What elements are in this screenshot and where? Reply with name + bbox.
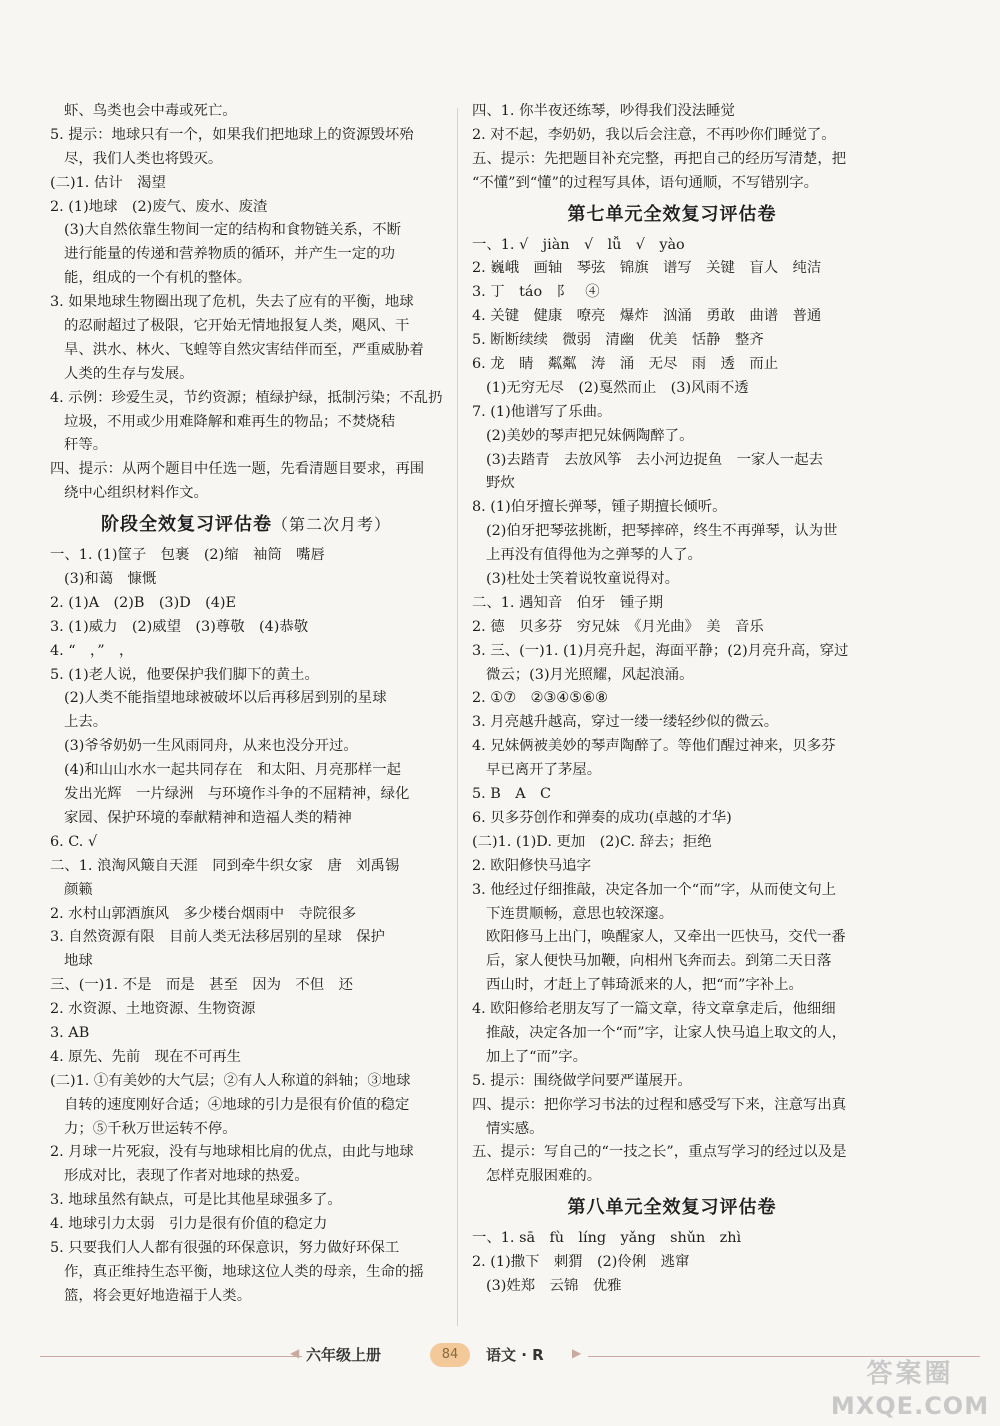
footer-subject: 语文 · R [486,1346,544,1364]
answer-line: 西山时，才赶上了韩琦派来的人，把“而”字补上。 [486,977,803,994]
answer-line: (2)人类不能指望地球被破坏以后再移居到别的星球 [64,690,387,707]
answer-line: 欧阳修马上出门，唤醒家人，又牵出一匹快马，交代一番 [486,929,846,946]
answer-line: (3)爷爷奶奶一生风雨同舟，从来也没分开过。 [64,738,358,755]
watermark-bottom: MXQE.COM [830,1392,990,1420]
answer-line: 野炊 [486,475,515,492]
answer-line: 秆等。 [64,437,108,454]
right-arrow-icon: ▶ [572,1346,582,1360]
answer-line: (2)伯牙把琴弦挑断，把琴摔碎，终生不再弹琴，认为世 [486,523,838,540]
answer-line: 3. 如果地球生物圈出现了危机，失去了应有的平衡，地球 [50,294,414,311]
answer-line: 2. 水村山郭酒旗风 多少楼台烟雨中 寺院很多 [50,905,357,922]
answer-line: 颜籁 [64,881,93,898]
answer-line: 家园、保护环境的奉献精神和造福人类的精神 [64,809,352,826]
answer-line: 进行能量的传递和营养物质的循环，并产生一定的功 [64,246,395,263]
answer-line: 3. AB [50,1024,90,1041]
answer-line: 后，家人便快马加鞭，向相州飞奔而去。到第二天日落 [486,953,832,970]
column-divider [457,108,458,1326]
answer-line: 篮，将会更好地造福于人类。 [64,1287,252,1304]
answer-line: 一、1. sā fù líng yǎng shǔn zhì [472,1230,742,1247]
answer-line: (二)1. 估计 渴望 [50,174,166,191]
left-arrow-icon: ◀ [290,1346,300,1360]
answer-line: 3. 丁 táo 阝 ④ [472,284,600,301]
answer-line: 2. 德 贝多芬 穷兄妹 《月光曲》 美 音乐 [472,618,764,635]
answer-line: (二)1. ①有美妙的大气层；②有人人称道的斜轴；③地球 [50,1072,411,1089]
answer-line: 4. 欧阳修给老朋友写了一篇文章，待文章拿走后，他细细 [472,1001,836,1018]
answer-line: 4. “ ，” ， [50,642,134,659]
section-heading [472,1189,872,1227]
watermark-logo [830,1356,990,1422]
page-number-badge: 84 [430,1343,470,1367]
answer-line: 4. 关键 健康 嘹亮 爆炸 汹涌 勇敢 曲谱 普通 [472,308,822,325]
answer-line: 旱、洪水、林火、飞蝗等自然灾害结伴而至，严重威胁着 [64,341,424,358]
answer-line: 5. 提示：围绕做学问要严谨展开。 [472,1072,692,1089]
answer-line: 垃圾，不用或少用难降解和难再生的物品；不焚烧秸 [64,413,395,430]
answer-line: 2. 水资源、土地资源、生物资源 [50,1001,256,1018]
answer-line: 2. (1)地球 (2)废气、废水、废渣 [50,198,268,215]
left-column [50,100,442,1309]
answer-line: 4. 示例：珍爱生灵，节约资源；植绿护绿，抵制污染；不乱扔 [50,389,442,406]
answer-line: 加上了“而”字。 [486,1048,588,1065]
answer-line: (3)去踏青 去放风筝 去小河边捉鱼 一家人一起去 [486,451,823,468]
answer-line: (3)和蔼 慷慨 [64,571,157,588]
answer-line: 上再没有值得他为之弹琴的人了。 [486,547,702,564]
answer-line: 虾、鸟类也会中毒或死亡。 [64,103,237,119]
section-heading [472,196,872,234]
answer-line: 发出光辉 一片绿洲 与环境作斗争的不屈精神，绿化 [64,786,410,803]
answer-line: 5. 断断续续 微弱 清幽 优美 恬静 整齐 [472,332,764,349]
answer-line: 五、提示：写自己的“一技之长”，重点写学习的经过以及是 [472,1144,847,1161]
answer-line: 2. (1)A (2)B (3)D (4)E [50,594,237,611]
answer-line: 4. 地球引力太弱 引力是很有价值的稳定力 [50,1216,328,1233]
answer-line: (2)美妙的琴声把兄妹俩陶醉了。 [486,427,694,444]
answer-line: (二)1. (1)D. 更加 (2)C. 辞去；拒绝 [472,833,712,850]
answer-line: 3. 月亮越升越高，穿过一缕一缕轻纱似的微云。 [472,714,779,731]
answer-line: 二、1. 遇知音 伯牙 锺子期 [472,594,663,611]
answer-line: 地球 [64,953,93,970]
answer-line: 早已离开了茅屋。 [486,762,602,779]
answer-line: 下连贯顺畅，意思也较深邃。 [486,905,674,922]
answer-line: 上去。 [64,714,108,731]
answer-line: 3. 地球虽然有缺点，可是比其他星球强多了。 [50,1192,342,1209]
answer-line: 2. 巍峨 画轴 琴弦 锦旗 谱写 关键 盲人 纯洁 [472,260,822,277]
answer-line: 6. 贝多芬创作和弹奏的成功(卓越的才华) [472,809,732,826]
answer-line: (4)和山山水水一起共同存在 和太阳、月亮那样一起 [64,762,401,779]
answer-line: 四、提示：从两个题目中任选一题，先看清题目要求，再围 [50,461,425,478]
section-heading-title: 第七单元全效复习评估卷 [567,203,777,225]
answer-line: 8. (1)伯牙擅长弹琴，锺子期擅长倾听。 [472,499,727,516]
answer-line: 形成对比，表现了作者对地球的热爱。 [64,1168,309,1185]
answer-line: 推敲，决定各加一个“而”字，让家人快马追上取文的人， [486,1024,847,1041]
answer-line: 3. 他经过仔细推敲，决定各加一个“而”字，从而使文句上 [472,881,837,898]
answer-line: 6. 龙 睛 粼粼 涛 涌 无尽 雨 透 而止 [472,356,779,373]
answer-line: 3. 三、(一)1. (1)月亮升起，海面平静；(2)月亮升高，穿过 [472,642,849,659]
answer-line: (1)无穷无尽 (2)戛然而止 (3)风雨不透 [486,379,749,396]
section-heading-subtitle: （第二次月考） [271,515,391,535]
section-heading-title: 第八单元全效复习评估卷 [567,1197,777,1219]
answer-line: 6. C. √ [50,833,98,850]
answer-line: 4. 兄妹俩被美妙的琴声陶醉了。等他们醒过神来，贝多芬 [472,738,836,755]
answer-line: 四、提示：把你学习书法的过程和感受写下来，注意写出真 [472,1096,847,1113]
answer-line: (3)姓郑 云锦 优雅 [486,1277,622,1294]
answer-line: 2. ①⑦ ②③④⑤⑥⑧ [472,690,608,707]
answer-line: 7. (1)他谱写了乐曲。 [472,403,612,420]
answer-line: (3)杜处士笑着说牧童说得对。 [486,571,680,588]
answer-line: 情实感。 [486,1120,544,1137]
answer-line: 一、1. √ jiàn √ lǚ √ yào [472,236,685,253]
answer-line: 二、1. 浪淘风簸自天涯 同到牵牛织女家 唐 刘禹锡 [50,857,400,874]
right-column [472,100,872,1299]
answer-line: 四、1. 你半夜还练琴，吵得我们没法睡觉 [472,103,735,119]
answer-line: 绕中心组织材料作文。 [64,485,208,502]
answer-line: 2. 欧阳修快马追字 [472,857,592,874]
answer-line: 人类的生存与发展。 [64,365,194,382]
answer-line: 三、(一)1. 不是 而是 甚至 因为 不但 还 [50,977,353,994]
answer-line: 怎样克服困难的。 [486,1168,602,1185]
answer-line: 2. (1)撒下 刺猬 (2)伶俐 逃窜 [472,1254,690,1271]
answer-line: 5. 提示：地球只有一个，如果我们把地球上的资源毁坏殆 [50,126,414,143]
footer-grade: 六年级上册 [306,1346,382,1364]
watermark-top: 答案圈 [866,1359,954,1389]
answer-line: 2. 月球一片死寂，没有与地球相比肩的优点，由此与地球 [50,1144,414,1161]
answer-line: 5. B A C [472,786,552,803]
answer-line: 3. (1)威力 (2)威望 (3)尊敬 (4)恭敬 [50,618,309,635]
section-heading-title: 阶段全效复习评估卷 [100,514,272,536]
answer-line: 3. 自然资源有限 目前人类无法移居别的星球 保护 [50,929,385,946]
answer-line: 5. (1)老人说，他要保护我们脚下的黄土。 [50,666,319,683]
answer-line: 一、1. (1)筐子 包裹 (2)缩 袖筒 嘴唇 [50,547,325,564]
answer-line: 能，组成的一个有机的整体。 [64,270,252,287]
answer-line: (3)大自然依靠生物间一定的结构和食物链关系，不断 [64,222,401,239]
answer-line: 自转的速度刚好合适；④地球的引力是很有价值的稳定 [64,1096,410,1113]
answer-line: 4. 原先、先前 现在不可再生 [50,1048,241,1065]
answer-line: 5. 只要我们人人都有很强的环保意识，努力做好环保工 [50,1239,400,1256]
answer-line: 作，真正维持生态平衡，地球这位人类的母亲，生命的摇 [64,1263,424,1280]
answer-line: 尽，我们人类也将毁灭。 [64,150,223,167]
answer-line: 2. 对不起，李奶奶，我以后会注意，不再吵你们睡觉了。 [472,126,836,143]
footer-rule-left [40,1356,302,1357]
section-heading [50,506,442,544]
answer-line: 五、提示：先把题目补充完整，再把自己的经历写清楚，把 [472,150,847,167]
answer-line: 的忍耐超过了极限，它开始无情地报复人类，飓风、干 [64,318,410,335]
answer-line: 微云；(3)月光照耀，风起浪涌。 [486,666,694,683]
answer-line: 力；⑤千秋万世运转不停。 [64,1120,237,1137]
answer-line: “不懂”到“懂”的过程写具体，语句通顺，不写错别字。 [472,174,819,191]
